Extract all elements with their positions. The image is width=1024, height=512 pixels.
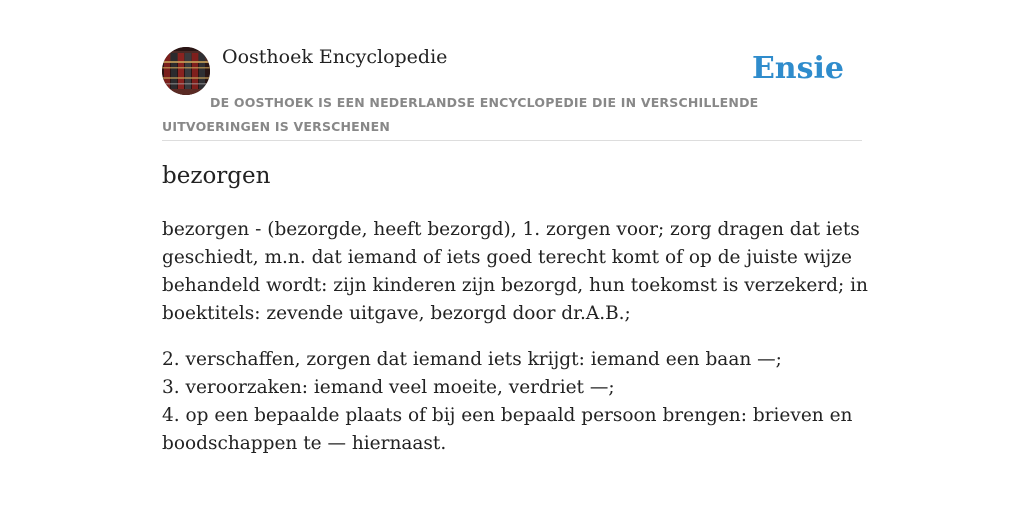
paragraph-line: boodschappen te — hiernaast.: [162, 433, 447, 454]
paragraph-line: bezorgen - (bezorgde, heeft bezorgd), 1. zorgen voor; zorg dragen dat iets: [162, 219, 860, 240]
paragraph-1: [162, 216, 868, 328]
paragraph-line: 3. veroorzaken: iemand veel moeite, verdriet —;: [162, 377, 615, 398]
book-spines-icon: [162, 47, 210, 95]
entry-title: bezorgen: [162, 163, 271, 189]
paragraph-line: 4. op een bepaalde plaats of bij een bepaald persoon brengen: brieven en: [162, 405, 853, 426]
source-avatar[interactable]: [162, 47, 210, 95]
entry-content: [162, 216, 868, 476]
source-header: [162, 46, 862, 141]
paragraph-line: 2. verschaffen, zorgen dat iemand iets krijgt: iemand een baan —;: [162, 349, 782, 370]
brand-logo[interactable]: Ensie: [751, 51, 844, 86]
source-description: DE OOSTHOEK IS EEN NEDERLANDSE ENCYCLOPEDIE DIE IN VERSCHILLENDE UITVOERINGEN IS VERSCHENEN: [162, 95, 759, 134]
source-name[interactable]: Oosthoek Encyclopedie: [222, 46, 448, 68]
paragraph-line: boektitels: zevende uitgave, bezorgd door dr.A.B.;: [162, 303, 631, 324]
paragraph-line: behandeld wordt: zijn kinderen zijn bezorgd, hun toekomst is verzekerd; in: [162, 275, 868, 296]
paragraph-2: [162, 346, 852, 458]
paragraph-line: geschiedt, m.n. dat iemand of iets goed terecht komt of op de juiste wijze: [162, 247, 852, 268]
